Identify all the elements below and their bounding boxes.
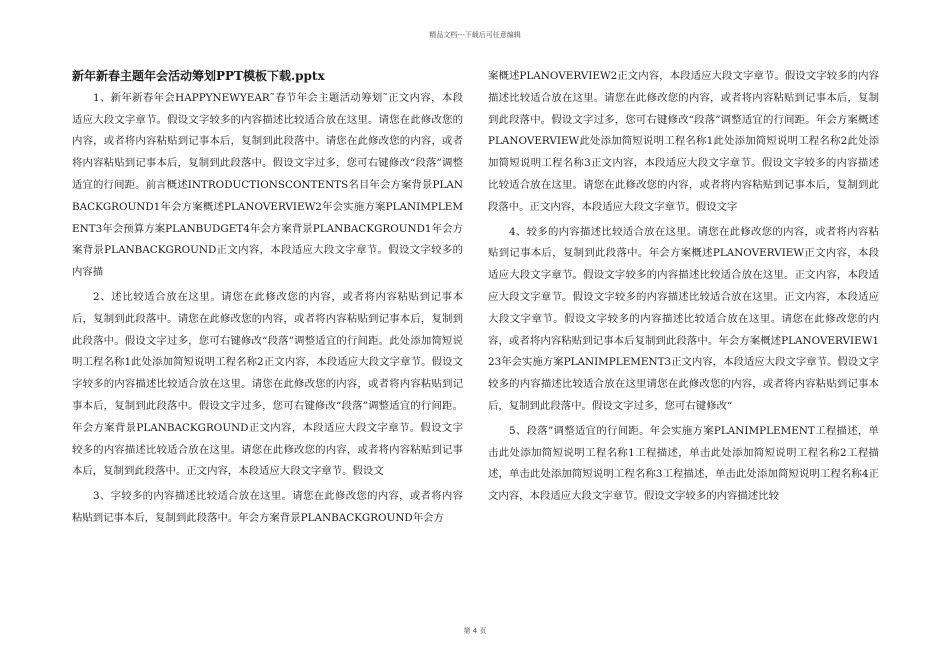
- document-title: 新年新春主题年会活动筹划PPT模板下载.pptx: [72, 69, 325, 83]
- right-column: [488, 66, 879, 508]
- paragraph-1: 1、新年新春年会HAPPYNEWYEAR˜春节年会主题活动筹划˜正文内容，本段适应大段文字章节。假设文字较多的内容描述比较适合放在这里。请您在此修改您的内容，或者将内容粘贴到记事本后，复制到此段落中。请您在此修改您的内容，或者将内容粘贴到记事本后，复制到此段落中。假设文字过多，您可右键修改“段落”调整适宜的行间距。前言概述INTRODUCTIONSCONTENTS名目年会方案背景PLANBACKGROUND1年会方案概述PLANOVERVIEW2年会实施方案PLANIMPLEMENT3年会预算方案PLANBUDGET4年会方案背景PLANBACKGROUND1年会方案背景PLANBACKGROUND正文内容，本段适应大段文字章节。假设文字较多的内容描: [72, 91, 463, 279]
- paragraph-4: 4、较多的内容描述比较适合放在这里。请您在此修改您的内容，或者将内容粘贴到记事本后，复制到此段落中。年会方案概述PLANOVERVIEW正文内容，本段适应大段文字章节。假设文字较多的内容描述比较适合放在这里。正文内容，本段适应大段文字章节。假设文字较多的内容描述比较适合放在这里。正文内容，本段适应大段文字章节。假设文字较多的内容描述比较适合放在这里。请您在此修改您的内容，或者将内容粘贴到记事本后复制到此段落中。年会方案概述PLANOVERVIEW123年会实施方案PLANIMPLEMENT3正文内容，本段适应大段文字章节。假设文字较多的内容描述比较适合放在这里请您在此修改您的内容，或者将内容粘贴到记事本后，复制到此段落中。假设文字过多，您可右键修改“: [488, 225, 879, 412]
- paragraph-3-continued: 案概述PLANOVERVIEW2正文内容，本段适应大段文字章节。假设文字较多的内容描述比较适合放在这里。请您在此修改您的内容，或者将内容粘贴到记事本后，复制到此段落中。假设文字过多，您可右键修改“段落”调整适宜的行间距。年会方案概述PLANOVERVIEW此处添加简短说明工程名称1此处添加简短说明工程名称2此处添加简短说明工程名称3正文内容，本段适应大段文字章节。假设文字较多的内容描述比较适合放在这里。请您在此修改您的内容，或者将内容粘贴到记事本后，复制到此段落中。正文内容，本段适应大段文字章节。假设文字: [488, 70, 879, 213]
- paragraph-3: 3、字较多的内容描述比较适合放在这里。请您在此修改您的内容，或者将内容粘贴到记事本后，复制到此段落中。年会方案背景PLANBACKGROUND年会方: [72, 490, 463, 524]
- page-header: 精品文档---下载后可任意编辑: [429, 31, 521, 39]
- paragraph-2: 2、述比较适合放在这里。请您在此修改您的内容，或者将内容粘贴到记事本后，复制到此段落中。请您在此修改您的内容，或者将内容粘贴到记事本后，复制到此段落中。假设文字过多，您可右键修改“段落”调整适宜的行间距。此处添加简短说明工程名称1此处添加简短说明工程名称2正文内容，本段适应大段文字章节。假设文字较多的内容描述比较适合放在这里。请您在此修改您的内容，或者将内容粘贴到记事本后，复制到此段落中。假设文字过多，您可右键修改“段落”调整适宜的行间距。年会方案背景PLANBACKGROUND正文内容，本段适应大段文字章节。假设文字较多的内容描述比较适合放在这里。请您在此修改您的内容，或者将内容粘贴到记事本后，复制到此段落中。正文内容，本段适应大段文字章节。假设文: [72, 290, 463, 478]
- page-number: 第 4 页: [463, 627, 487, 635]
- paragraph-5: 5、段落”调整适宜的行间距。年会实施方案PLANIMPLEMENT工程描述，单击此处添加简短说明工程名称1工程描述，单击此处添加简短说明工程名称2工程描述，单击此处添加简短说明工程名称3工程描述，单击此处添加简短说明工程名称4正文内容，本段适应大段文字章节。假设文字较多的内容描述比较: [488, 424, 879, 503]
- left-column: [72, 66, 463, 530]
